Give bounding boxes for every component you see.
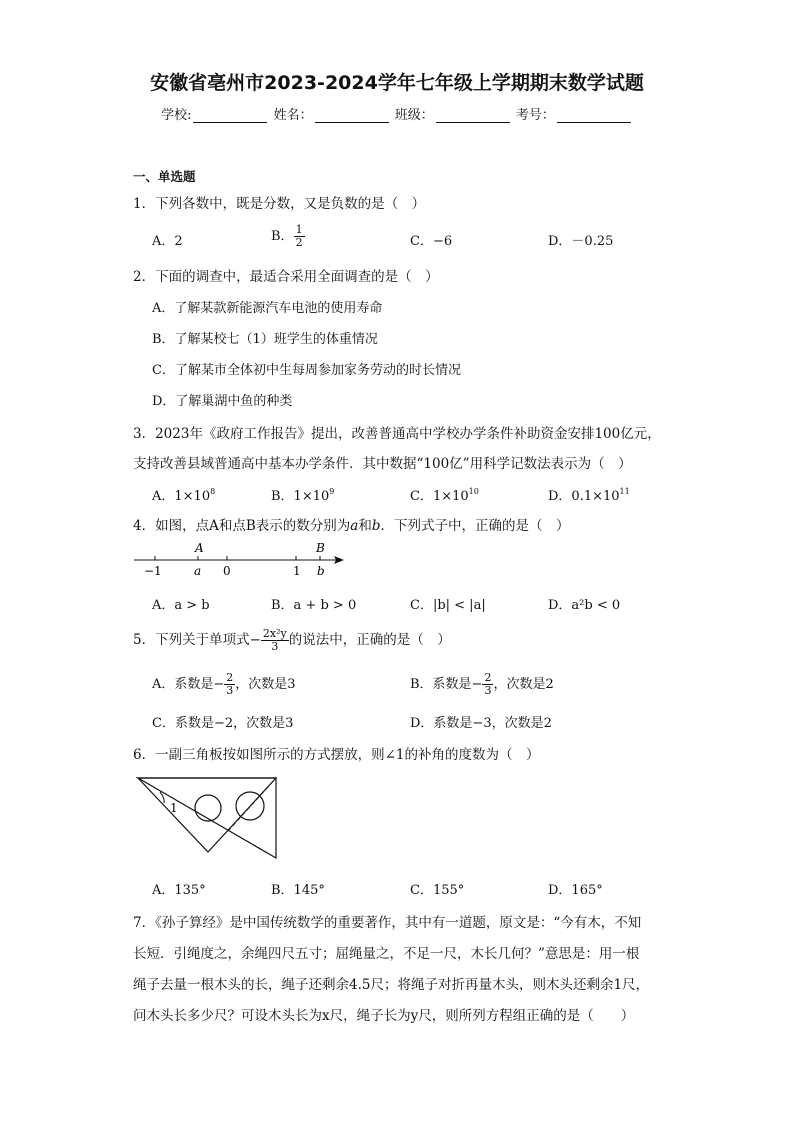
- q1-option-c: C．−6: [410, 234, 453, 249]
- q2-option-d: D．了解巢湖中鱼的种类: [152, 394, 293, 409]
- exam-no-label: 考号：: [515, 108, 555, 123]
- school-label: 学校:: [161, 108, 192, 123]
- class-label: 班级：: [394, 108, 434, 123]
- q3-option-a: A．$1\times 10^8$: [152, 487, 216, 504]
- q4-option-d: D．a²b < 0: [548, 598, 621, 613]
- label-zero: 0: [223, 564, 231, 578]
- question-3-line1: 3．2023年《政府工作报告》提出，改善普通高中学校办学条件补助资金安排100亿元，: [133, 426, 661, 442]
- q4-option-a: A．a > b: [152, 598, 210, 613]
- page-title: 安徽省亳州市2023-2024学年七年级上学期期末数学试题: [150, 72, 644, 94]
- question-4: 4．如图，点A和点B表示的数分别为a和b．下列式子中，正确的是（ ）: [133, 518, 570, 534]
- question-7-line4: 问木头长多少尺？可设木头长为x尺，绳子长为y尺，则所列方程组正确的是（ ）: [133, 1008, 635, 1024]
- label-a: a: [194, 564, 202, 578]
- q3-option-c: C．$1\times 10^{10}$: [410, 487, 479, 504]
- number-line-figure: [130, 538, 360, 580]
- q6-option-c: C．155°: [410, 883, 465, 898]
- label-b: b: [317, 564, 325, 578]
- q1-option-b: B． $\frac{1}{2}$: [271, 223, 303, 249]
- label-neg1: −1: [144, 564, 162, 578]
- angle-1-label: 1: [170, 801, 178, 815]
- label-point-a: A: [195, 541, 204, 555]
- q1-option-a: A．2: [152, 234, 183, 249]
- student-info-row: [0, 104, 794, 123]
- q3-option-b: B．$1\times 10^9$: [271, 487, 335, 504]
- question-7-line2: 长短．引绳度之，余绳四尺五寸；屈绳量之，不足一尺，木长几何？”意思是：用一根: [133, 946, 640, 962]
- name-label: 姓名：: [273, 108, 313, 123]
- exam-no-blank: [557, 110, 631, 123]
- q2-option-c: C．了解某市全体初中生每周参加家务劳动的时长情况: [152, 363, 461, 378]
- triangle-ruler-30: [138, 778, 276, 858]
- q3-option-d: D．$0.1\times 10^{11}$: [548, 487, 630, 504]
- question-5: 5．下列关于单项式− $\frac{\text{2x²y}}{3}$ 的说法中，正确的是（ ）: [133, 627, 451, 653]
- q2-option-b: B．了解某校七（1）班学生的体重情况: [152, 332, 378, 347]
- q5-option-d: D．系数是−3，次数是2: [410, 716, 552, 731]
- q5-option-a: A．系数是− $\frac{2}{3}$ ，次数是3: [152, 671, 296, 697]
- label-one: 1: [293, 564, 301, 578]
- triangle-ruler-45: [138, 778, 276, 852]
- circle-hole-left: [195, 795, 221, 821]
- q6-option-d: D．165°: [548, 883, 603, 898]
- question-7-line3: 绳子去量一根木头的长，绳子还剩余4.5尺；将绳子对折再量木头，则木头还剩余1尺，: [133, 977, 650, 993]
- q5-option-c: C．系数是−2，次数是3: [152, 716, 294, 731]
- hidden-edge: [228, 778, 276, 831]
- fraction: $\frac{1}{2}$: [295, 223, 303, 249]
- q5-option-b: B．系数是− $\frac{2}{3}$ ，次数是2: [410, 671, 554, 697]
- label-point-b: B: [316, 541, 325, 555]
- section-heading: 一、单选题: [133, 169, 196, 184]
- q2-option-a: A．了解某款新能源汽车电池的使用寿命: [152, 301, 383, 316]
- q1-option-d: D．－0.25: [548, 234, 614, 249]
- q4-option-b: B．a + b > 0: [271, 598, 357, 613]
- q6-option-a: A．135°: [152, 883, 206, 898]
- class-blank: [436, 110, 510, 123]
- q4-option-c: C．|b| < |a|: [410, 598, 486, 613]
- question-6: 6．一副三角板按如图所示的方式摆放，则∠1的补角的度数为（ ）: [133, 747, 540, 763]
- question-3-line2: 支持改善县域普通高中基本办学条件．其中数据“100亿”用科学记数法表示为（ ）: [133, 456, 632, 472]
- triangle-set-figure: [130, 772, 290, 867]
- q6-option-b: B．145°: [271, 883, 325, 898]
- name-blank: [315, 110, 389, 123]
- question-2: 2．下面的调查中，最适合采用全面调查的是（ ）: [133, 269, 439, 285]
- monomial-fraction: $\frac{\text{2x²y}}{3}$: [262, 627, 287, 653]
- question-1: 1．下列各数中，既是分数，又是负数的是（ ）: [133, 196, 426, 212]
- question-7-line1: 7．《孙子算经》是中国传统数学的重要著作，其中有一道题，原文是：“今有木，不知: [133, 915, 642, 931]
- school-blank: [193, 110, 267, 123]
